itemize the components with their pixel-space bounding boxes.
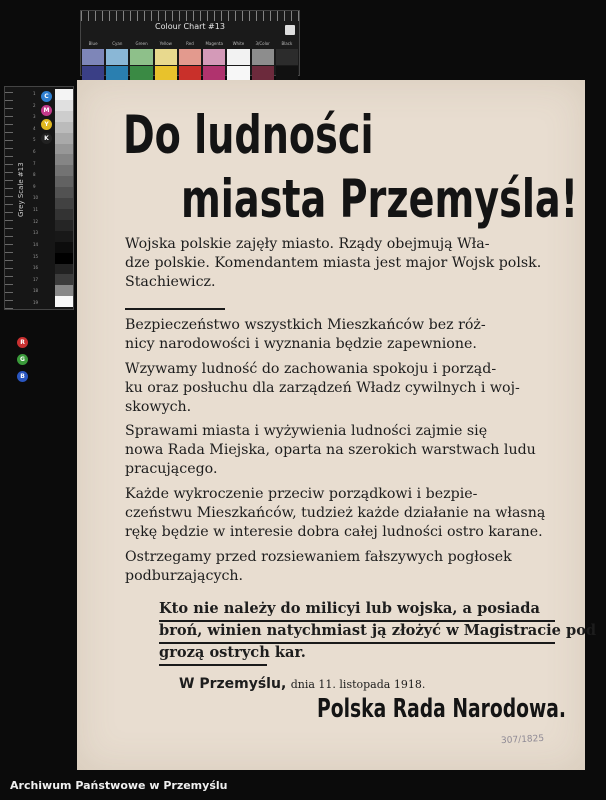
kodak-logo-icon — [285, 25, 295, 35]
rgb-marks — [17, 337, 29, 382]
colour-swatch — [106, 49, 128, 65]
signature: Polska Rada Narodowa. — [317, 694, 567, 724]
grey-scale-number: 15 — [33, 253, 39, 259]
grey-scale-strip — [4, 86, 74, 380]
cmyk-mark: Y — [41, 119, 52, 130]
grey-scale-number: 2 — [33, 102, 36, 108]
pencil-note: 307/1825 — [500, 733, 545, 747]
grey-scale-number: 5 — [33, 137, 36, 143]
colour-name: Red — [186, 41, 194, 46]
colour-swatch — [82, 49, 104, 65]
grey-patch — [55, 296, 73, 307]
grey-patch — [55, 264, 73, 275]
colour-swatch — [227, 49, 249, 65]
cmyk-mark: M — [41, 105, 52, 116]
colour-name: Yellow — [159, 41, 172, 46]
warning-underline-1 — [159, 620, 555, 622]
grey-patch — [55, 209, 73, 220]
grey-scale-number: 1 — [33, 91, 36, 96]
colour-swatch — [130, 49, 152, 65]
rgb-mark: G — [17, 354, 28, 365]
colour-chart-top-row — [81, 49, 299, 65]
colour-swatch — [203, 49, 225, 65]
grey-patch — [55, 89, 73, 100]
grey-scale-numbers — [33, 91, 40, 305]
colour-swatch — [252, 49, 274, 65]
archive-caption: Archiwum Państwowe w Przemyślu — [10, 779, 228, 792]
colour-name: 3/Color — [255, 41, 270, 46]
paragraph-2 — [125, 316, 545, 354]
grey-scale-number: 12 — [33, 218, 39, 224]
colour-name: White — [232, 41, 245, 46]
text-line: rękę będzie w interesie dobra całej ludności ostro karane. — [125, 524, 543, 540]
text-line: ku oraz posłuchu dla zarządzeń Władz cywilnych i woj- — [125, 380, 520, 396]
text-line: podburzających. — [125, 568, 244, 584]
paragraph-3 — [125, 360, 545, 417]
warning-underline-3 — [159, 664, 267, 666]
colour-chart-names — [81, 41, 299, 46]
grey-scale-number: 16 — [33, 265, 39, 271]
grey-scale-number: 18 — [33, 288, 39, 294]
grey-scale-number: 17 — [33, 276, 39, 282]
text-line: nicy narodowości i wyznania będzie zapewnione. — [125, 336, 477, 352]
paragraph-1 — [125, 235, 545, 292]
colour-swatch — [179, 49, 201, 65]
grey-scale-number: 3 — [33, 114, 36, 120]
text-line: nowa Rada Miejska, oparta na szerokich warstwach ludu — [125, 442, 536, 458]
colour-swatch — [155, 49, 177, 65]
underline-1 — [125, 308, 225, 310]
grey-scale-number: 6 — [33, 149, 36, 155]
text-line: Bezpieczeństwo wszystkich Mieszkańców bez róż- — [125, 317, 486, 333]
grey-scale-number: 10 — [33, 195, 39, 201]
text-line: Wzywamy ludność do zachowania spokoju i porząd- — [125, 361, 497, 377]
grey-scale-number: 14 — [33, 241, 39, 247]
colour-name: Blue — [88, 41, 98, 46]
grey-patch — [55, 176, 73, 187]
grey-patch — [55, 154, 73, 165]
grey-scale-number: 11 — [33, 207, 39, 213]
grey-scale-number: 13 — [33, 230, 39, 236]
colour-name: Green — [135, 41, 148, 46]
text-line: Ostrzegamy przed rozsiewaniem fałszywych pogłosek — [125, 549, 512, 565]
grey-patch — [55, 198, 73, 209]
grey-patch — [55, 100, 73, 111]
grey-scale-ruler — [5, 87, 13, 309]
text-line: Sprawami miasta i wyżywienia ludności zajmie się — [125, 423, 488, 439]
grey-patch — [55, 253, 73, 264]
cmyk-mark: C — [41, 91, 52, 102]
colour-name: Black — [281, 41, 293, 46]
place-date-line — [179, 676, 425, 692]
warning-underline-2 — [159, 642, 555, 644]
heading-line-1: Do ludności — [123, 105, 374, 166]
colour-name: Magenta — [205, 41, 223, 46]
colour-chart — [80, 10, 300, 76]
grey-patch — [55, 165, 73, 176]
grey-patch — [55, 220, 73, 231]
grey-patch — [55, 242, 73, 253]
colour-swatch — [276, 49, 298, 65]
colour-name: Cyan — [112, 41, 123, 46]
grey-patch — [55, 111, 73, 122]
text-line: Stachiewicz. — [125, 274, 216, 290]
grey-scale-number: 7 — [33, 160, 36, 166]
text-line: dze polskie. Komendantem miasta jest major Wojsk polsk. — [125, 255, 542, 271]
rgb-mark: B — [17, 371, 28, 382]
text-line: Wojska polskie zajęły miasto. Rządy obejmują Wła- — [125, 236, 490, 252]
grey-patch — [55, 285, 73, 296]
colour-chart-title: Colour Chart #13 — [155, 22, 225, 31]
text-line: skowych. — [125, 399, 192, 415]
paragraph-6 — [125, 548, 545, 586]
text-line: pracującego. — [125, 461, 218, 477]
date-text: dnia 11. listopada 1918. — [290, 678, 426, 691]
grey-patch — [55, 274, 73, 285]
grey-scale-number: 19 — [33, 299, 39, 305]
rgb-mark: R — [17, 337, 28, 348]
grey-patch — [55, 231, 73, 242]
place-text: W Przemyślu, — [179, 676, 287, 692]
text-line: czeństwu Mieszkańców, tudzież każde działanie na własną — [125, 505, 546, 521]
grey-patches — [55, 89, 73, 307]
text-line: broń, winien natychmiast ją złożyć w Magistracie pod — [159, 622, 597, 639]
proclamation-poster — [77, 80, 597, 770]
cmyk-mark: K — [41, 133, 52, 144]
paragraph-4 — [125, 422, 545, 479]
grey-patch — [55, 133, 73, 144]
text-line: grozą ostrych kar. — [159, 644, 306, 661]
grey-patch — [55, 187, 73, 198]
grey-scale-number: 9 — [33, 183, 36, 189]
cmyk-marks — [41, 91, 53, 144]
paragraph-5 — [125, 485, 545, 542]
grey-patch — [55, 122, 73, 133]
grey-scale-number: 4 — [33, 125, 36, 131]
heading-line-2: miasta Przemyśla! — [181, 169, 579, 230]
text-line: Kto nie należy do milicyi lub wojska, a posiada — [159, 600, 540, 617]
grey-scale-label: Grey Scale #13 — [17, 162, 25, 217]
grey-patch — [55, 144, 73, 155]
grey-scale-number: 8 — [33, 172, 36, 178]
text-line: Każde wykroczenie przeciw porządkowi i bezpie- — [125, 486, 478, 502]
colour-chart-ruler — [81, 11, 299, 21]
warning-paragraph — [159, 598, 597, 664]
